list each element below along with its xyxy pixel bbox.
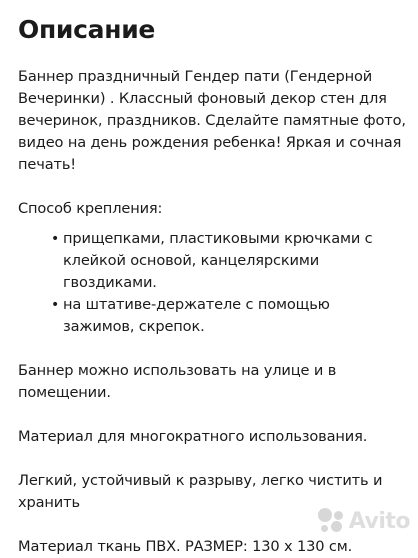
list-item: • на штативе-держателе с помощью зажимов, скрепок. — [63, 294, 410, 338]
mounting-list — [18, 228, 410, 338]
list-item: • прищепками, пластиковыми крючками с клейкой основой, канцелярскими гвоздиками. — [63, 228, 410, 294]
description-intro: Баннер праздничный Гендер пати (Гендерной Вечеринки) . Классный фоновый декор стен для вечеринок, праздников. Сделайте памятные фото, видео на день рождения ребенка! Яркая и сочная печать! — [18, 68, 406, 173]
mounting-title: Способ крепления: — [18, 200, 163, 217]
reusable-text: Материал для многократного использования. — [18, 428, 368, 445]
description-heading: Описание — [18, 15, 156, 44]
avito-watermark — [318, 508, 410, 534]
material-text: Материал ткань ПВХ. РАЗМЕР: 130 х 130 см. — [18, 538, 353, 555]
watermark-brand: Avito — [348, 508, 410, 534]
avito-logo-icon — [318, 508, 344, 534]
description-section — [18, 14, 410, 558]
usage-text: Баннер можно использовать на улице и в помещении. — [18, 362, 337, 401]
durability-text: Легкий, устойчивый к разрыву, легко чистить и хранить — [18, 472, 383, 511]
